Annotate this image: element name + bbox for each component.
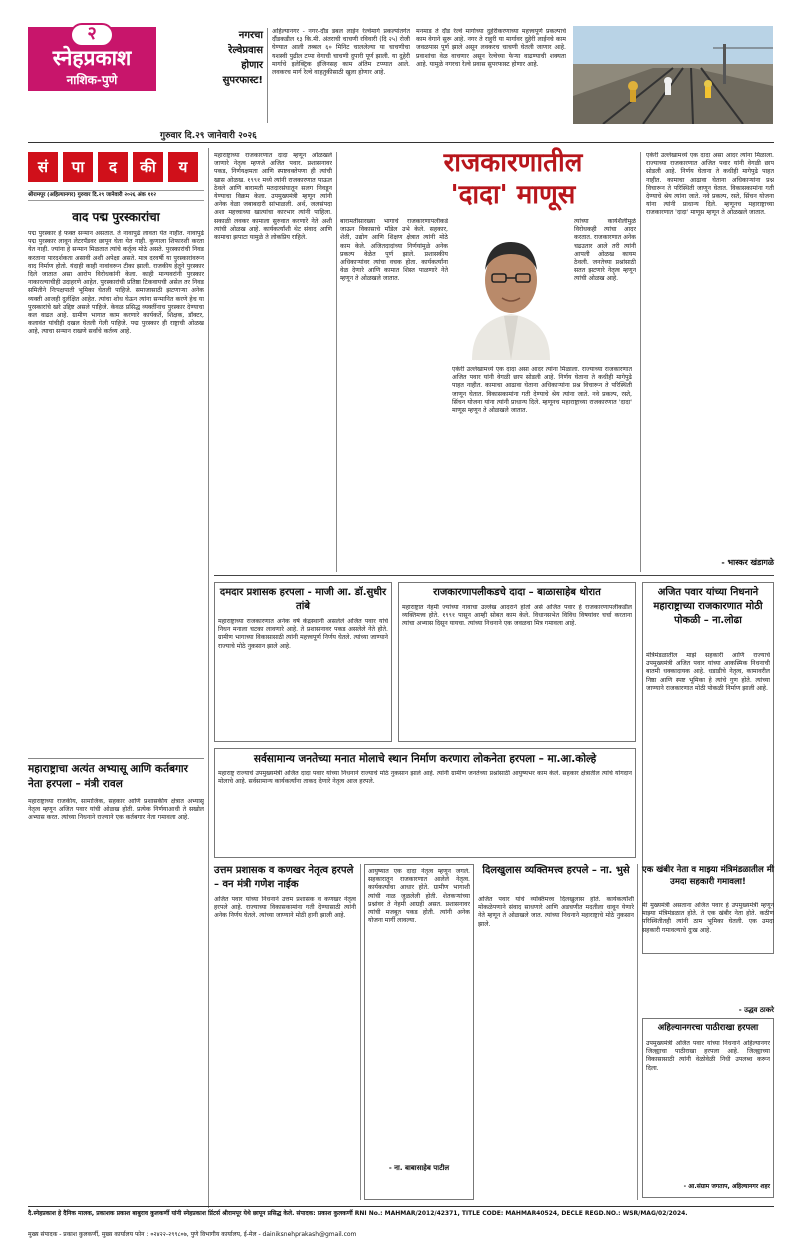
article-thorat-title: राजकारणापलीकडचे दादा – बाळासाहेब थोरात xyxy=(433,587,601,598)
article-thackeray-author: - उद्धव ठाकरे xyxy=(738,1006,774,1014)
feature-body-mid: बारामतीसारख्या भागाचे राजकारणापलीकडे जाऊन विकासाचे मॉडेल उभे केले. सहकार, शेती, उद्योग आणि शिक्षण क्षेत्रात त्यांनी मोठे काम केले. अजितदादांच्या निर्णयांमुळे अनेक प्रकल्प वेळेत पूर्ण झाले. प्रशासकीय अधिकाऱ्यांवर त्यांचा वचक होता. कार्यकर्त्यांना वेळ देणारे आणि कामात शिस्त पाळणारे नेते म्हणून ते ओळखले जातात. xyxy=(340,218,448,283)
editorial-title: वाद पद्म पुरस्कारांचा xyxy=(72,210,160,224)
footer-imprint: दै.स्नेहप्रकाश हे दैनिक मालक, प्रकाशक प्रकाश बाबुराव कुलकर्णी यांनी स्नेहप्रकाश प्रिंटर्स श्रीरामपूर येथे छापून प्रसिद्ध केले. संपादक: प्रकाश कुलकर्णी RNI No.: MAHMAR/2012/42371, TITLE CODE: MAHMAR40524, DECLE REGD.NO.: WSR/MAG/02/2024. xyxy=(28,1210,688,1217)
feature-body-lower: एकेरी उल्लेखामध्ये एक दादा असा आदर त्यांना मिळाला. राज्याच्या राजकारणात अजित पवार यांनी वेगळी छाप सोडली आहे. निर्णय घेताना ते कधीही मागेपुढे पाहत नाहीत. कामाचा आढावा घेताना अधिकाऱ्यांना प्रश्न विचारून ते परिस्थिती जाणून घेतात. विकासकामांना गती देण्याचे श्रेय त्यांना जाते. नवे प्रकल्प, रस्ते, सिंचन योजना यांना त्यांनी प्राधान्य दिले. म्हणूनच महाराष्ट्राच्या राजकारणात 'दादा' माणूस म्हणून ते ओळखले जातात. xyxy=(452,366,632,415)
article-jagtap-author: - आ.संग्राम जगताप, अहिल्यानगर शहर xyxy=(683,1183,770,1190)
editorial-banner xyxy=(28,152,200,190)
article-bhuse-body: अजित पवार यांचे व्यक्तिमत्त्व दिलखुलास होते. कार्यकर्त्यांशी मोकळेपणाने संवाद साधणारे आणि अडचणीत मदतीला धावून येणारे नेते म्हणून ते ओळखले जात. त्यांच्या निधनाने महाराष्ट्राचे मोठे नुकसान झाले. xyxy=(478,896,634,928)
article-bhuse-title: दिलखुलास व्यक्तिमत्त्व हरपले – ना. भुसे xyxy=(482,865,630,876)
feature-body-far: एकेरी उल्लेखामध्ये एक दादा असा आदर त्यांना मिळाला. राज्याच्या राजकारणात अजित पवार यांनी वेगळी छाप सोडली आहे. निर्णय घेताना ते कधीही मागेपुढे पाहत नाहीत. कामाचा आढावा घेताना अधिकाऱ्यांना प्रश्न विचारून ते परिस्थिती जाणून घेतात. विकासकामांना गती देण्याचे श्रेय त्यांना जाते. नवे प्रकल्प, रस्ते, सिंचन योजना यांना त्यांनी प्राधान्य दिले. म्हणूनच महाराष्ट्राच्या राजकारणात 'दादा' माणूस म्हणून ते ओळखले जातात. xyxy=(646,152,774,217)
feature-body-right: त्यांच्या कार्यशैलीमुळे विरोधकही त्यांचा आदर करतात. राजकारणात अनेक चढउतार आले तरी त्यांनी आपली ओळख कायम ठेवली. जनतेच्या प्रश्नांसाठी सतत झटणारे नेतृत्व म्हणून त्यांची ओळख आहे. xyxy=(574,218,636,283)
article-rawal-body: महाराष्ट्राच्या राजकीय, सामाजिक, सहकार आणि प्रशासकीय क्षेत्रात अभ्यासू नेतृत्व म्हणून अजित पवार यांची ओळख होती. प्रत्येक निर्णयाआधी ते सखोल अभ्यास करत. त्यांच्या निधनाने राज्याने एक कर्तबगार नेता गमावला आहे. xyxy=(28,798,204,822)
edition: नाशिक-पुणे xyxy=(66,73,118,87)
article-naik-body: अजित पवार यांच्या निधनाने उत्तम प्रशासक व कणखर नेतृत्व हरपले आहे. राज्याच्या विकासकामांना गती देण्यासाठी त्यांनी अनेक निर्णय घेतले. त्यांच्या जाण्याने मोठी हानी झाली आहे. xyxy=(214,896,356,920)
editorial-body: पद्म पुरस्कार हे फक्त सन्मान असतात. ते नावापुढे लावता येत नाहीत. नावापुढे पद्म पुरस्कार लावून लेटरपॅडवर छापून घेता येत नाही. कुणाला शिफारशी करता येत नाही. ज्यांना हे सन्मान मिळतात त्यांचे कर्तृत्व मोठे असते. पुरस्कारांची निवड करताना पारदर्शकता असावी अशी अपेक्षा असते. मात्र दरवर्षी या पुरस्कारांवरून वाद निर्माण होतो. यंदाही काही नावांवरून टीका झाली. राजकीय हेतूने पुरस्कार दिले जातात असा आरोप विरोधकांनी केला. काही मान्यवरांनी पुरस्कार नाकारल्याचीही उदाहरणे आहेत. पुरस्कारांची प्रतिष्ठा टिकवायची असेल तर निवड समितीने निःपक्षपाती भूमिका घेतली पाहिजे. समाजासाठी झटणाऱ्या अनेक व्यक्ती आजही दुर्लक्षित आहेत. त्यांचा शोध घेऊन त्यांना सन्मानित करणे हेच या पुरस्कारांचे खरे उद्दिष्ट असले पाहिजे. केवळ प्रसिद्ध व्यक्तींनाच पुरस्कार देण्याचा कल वाढत आहे. ग्रामीण भागात काम करणारे कार्यकर्ते, शिक्षक, डॉक्टर, कलावंत यांचीही दखल घेतली गेली पाहिजे. पद्म पुरस्कार ही राष्ट्राची ओळख आहे, त्याचा सन्मान राखणे सर्वांचे कर्तव्य आहे. xyxy=(28,230,204,336)
top-story-headline xyxy=(207,28,263,88)
headline-line-2: रेल्वेप्रवास xyxy=(228,45,263,56)
editorial-letter-1: सं xyxy=(28,152,58,182)
editorial-letter-3: द xyxy=(98,152,128,182)
column-box-patil-author: - ना. बाबासाहेब पाटील xyxy=(388,1164,450,1172)
article-thackeray-body: मी मुख्यमंत्री असताना अजित पवार हे उपमुख्यमंत्री म्हणून माझ्या मंत्रिमंडळात होते. ते एक खंबीर नेता होते. कठीण परिस्थितीतही त्यांनी ठाम भूमिका घेतली. एक उमदा सहकारी गमावल्याचे दुःख आहे. xyxy=(642,902,774,934)
editorial-byline: श्रीरामपूर (अहिल्यानगर) गुरुवार दि.२९ जानेवारी २०२६ अंक ११२ xyxy=(28,190,204,201)
article-kolhe-body: महाराष्ट्र राज्याचे उपमुख्यमंत्री अजित दादा पवार यांच्या निधनाने राज्याचे मोठे नुकसान झाले आहे. त्यांनी ग्रामीण जनतेच्या प्रश्नांसाठी आयुष्यभर काम केले. सहकार क्षेत्रातील त्यांचे योगदान मोलाचे आहे. सर्वसामान्य कार्यकर्त्यांना ताकद देणारे नेतृत्व आज हरपले. xyxy=(218,770,632,786)
editorial-letter-5: य xyxy=(168,152,198,182)
top-story-col1: अहिल्यानगर - नगर-दौंड डबल लाईन रेल्वेमार्ग प्रकल्पांतर्गत दौंडकडील १३ कि.मी. अंतराची चाचणी रविवारी (दि २५) रोजी घेण्यात आली तब्बल ६० मिनिट चाललेल्या या चाचणीचा यशस्वी पुढील टप्पा वेगाची चाचणी दुपारी पूर्ण झाली. या दुहेरी मार्गाचे इलेक्ट्रिक इंजिनसह काम अंतिम टप्प्यात आले. लवकरच मार्ग रेल्वे वाहतुकीसाठी खुला होणार आहे. xyxy=(272,28,410,77)
article-rawal-title: महाराष्ट्राचा अत्यंत अभ्यासू आणि कर्तबगार नेता हरपला – मंत्री रावल xyxy=(28,763,188,790)
article-lodha-title: अजित पवार यांच्या निधनाने महाराष्ट्राच्या राजकारणात मोठी पोकळी – ना.लोढा xyxy=(653,587,763,626)
railway-photo xyxy=(573,26,773,124)
paper-name: स्नेहप्रकाश xyxy=(52,46,132,70)
article-thorat-body: महाराष्ट्रात नेहमी ज्यांच्या नावाचा उल्लेख आदराने होतो असे अजित पवार हे राजकारणापलीकडील व्यक्तिमत्त्व होते. १९९१ पासून आम्ही सोबत काम केले. विधानसभेत विविध विषयांवर चर्चा करताना त्यांचा अभ्यास दिसून यायचा. त्यांच्या निधनाने एक जवळचा मित्र गमावला आहे. xyxy=(402,604,632,628)
masthead-logo xyxy=(28,23,156,91)
feature-title-bottom: 'दादा' माणूस xyxy=(450,180,576,210)
dateline: गुरुवार दि.२९ जानेवारी २०२६ xyxy=(160,131,257,141)
footer-contacts: मुख्य संपादक - प्रकाश कुलकर्णी, मुख्य कार्यालय फोन : ०२४२२-२९९८०७, पुणे विभागीय कार्यालय, ई-मेल - dainiksnehprakash@gmail.com xyxy=(28,1231,357,1238)
editorial-letter-2: पा xyxy=(63,152,93,182)
article-naik-title: उत्तम प्रशासक व कणखर नेतृत्व हरपले – वन मंत्री गणेश नाईक xyxy=(214,865,354,890)
headline-line-1: नगरचा xyxy=(238,30,263,41)
article-lodha-body: मंत्रिमंडळातील माझे सहकारी आणि राज्याचे उपमुख्यमंत्री अजित पवार यांच्या आकस्मिक निधनाची बातमी धक्कादायक आहे. धडाडीचे नेतृत्व, कामावरील निष्ठा आणि स्पष्ट भूमिका हे त्यांचे गुण होते. त्यांच्या जाण्याने राजकारणात मोठी पोकळी निर्माण झाली आहे. xyxy=(646,652,770,692)
feature-author: - भास्कर खंडागळे xyxy=(721,558,774,567)
editorial-letter-4: की xyxy=(133,152,163,182)
article-tambe-title: दमदार प्रशासक हरपला - माजी आ. डॉ.सुधीर तांबे xyxy=(219,587,387,612)
feature-body-left: महाराष्ट्राच्या राजकारणात दादा म्हणून ओळखले जाणारे नेतृत्व म्हणजे अजित पवार. प्रशासनावर पकड, निर्णयक्षमता आणि स्पष्टवक्तेपणा ही त्यांची खास ओळख. १९९१ मध्ये त्यांनी राजकारणात पाऊल ठेवले आणि बारामती मतदारसंघातून सलग निवडून येण्याचा विक्रम केला. उपमुख्यमंत्री म्हणून त्यांनी अनेक वेळा जबाबदारी सांभाळली. अर्थ, जलसंपदा अशा महत्त्वाच्या खात्यांचा कारभार त्यांनी पाहिला. सकाळी लवकर कामाला सुरुवात करणारे नेते अशी त्यांची ओळख आहे. कार्यकर्त्यांशी थेट संवाद आणि कामाचा झपाटा यामुळे ते लोकप्रिय राहिले. xyxy=(214,152,332,242)
page-number: २ xyxy=(87,23,97,44)
column-box-patil-body: आयुष्यात एक दादा नेतृत्व म्हणून जगले. सहकारातून राजकारणात आलेले नेतृत्व. कार्यकर्त्यांचा आधार होते. ग्रामीण भागाशी त्यांची नाळ जुळलेली होती. शेतकऱ्यांच्या प्रश्नांवर ते नेहमी आग्रही असत. प्रशासनावर त्यांची मजबूत पकड होती. त्यांनी अनेक योजना मार्गी लावल्या. xyxy=(368,868,470,925)
article-jagtap-body: उपमुख्यमंत्री अजित पवार यांच्या निधनाने अहिल्यानगर जिल्ह्याचा पाठीराखा हरपला आहे. जिल्ह्याच्या विकासासाठी त्यांनी वेळोवेळी निधी उपलब्ध करून दिला. xyxy=(646,1040,770,1072)
ajit-pawar-portrait xyxy=(452,218,570,360)
feature-title-top: राजकारणातील xyxy=(443,148,583,178)
article-thackeray-title: एक खंबीर नेता व माझ्या मंत्रिमंडळातील मी उमदा सहकारी गमावला! xyxy=(642,865,774,887)
top-story-col2: मनमाड ते दौंड रेल्वे मार्गाच्या दुहेरीकरणाच्या महत्त्वपूर्ण प्रकल्पाचे काम वेगाने सुरू आहे. नगर ते राहुरी या मार्गावर दुहेरी लाईनचे काम जवळपास पूर्ण झाले असून लवकरच चाचणी घेतली जाणार आहे. प्रवाशांचा वेळ वाचणार असून रेल्वेच्या फेऱ्या वाढण्याची शक्यता आहे. यामुळे नगरचा रेल्वे प्रवास सुपरफास्ट होणार आहे. xyxy=(416,28,566,68)
article-kolhe-title: सर्वसामान्य जनतेच्या मनात मोलाचे स्थान निर्माण करणारा लोकनेता हरपला – मा.आ.कोल्हे xyxy=(253,753,597,765)
article-tambe-body: महाराष्ट्राच्या राजकारणात अनेक वर्षे केंद्रस्थानी असलेले अजित पवार यांचे निधन मनाला चटका लावणारे आहे. ते प्रशासनावर पकड असलेले नेते होते. ग्रामीण भागाच्या विकासासाठी त्यांनी महत्त्वपूर्ण निर्णय घेतले. त्यांच्या जाण्याने राज्याचे मोठे नुकसान झाले आहे. xyxy=(218,618,388,650)
article-jagtap-title: अहिल्यानगरचा पाठीराखा हरपला xyxy=(657,1023,759,1033)
headline-line-3: होणार xyxy=(241,60,263,71)
headline-line-4: सुपरफास्ट! xyxy=(222,75,263,86)
